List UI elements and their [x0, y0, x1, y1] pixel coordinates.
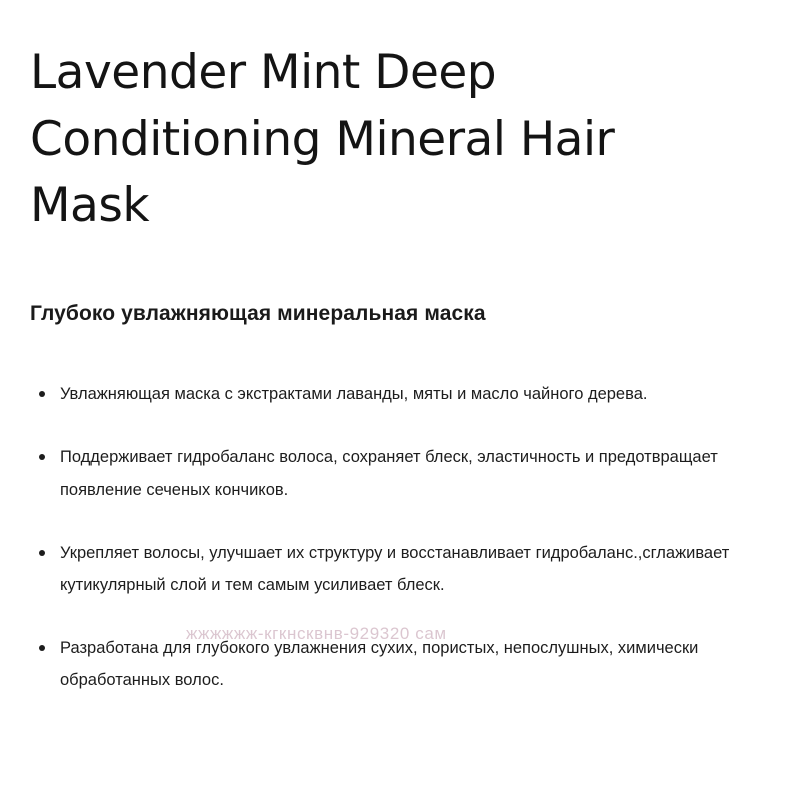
- benefits-list: [30, 378, 768, 696]
- page-title: Lavender Mint Deep Conditioning Mineral Hair Mask: [30, 45, 615, 234]
- list-item: Разработана для глубокого увлажнения сухих, пористых, непослушных, химически обработанных волос.: [30, 632, 768, 696]
- list-item: Укрепляет волосы, улучшает их структуру и восстанавливает гидробаланс.,сглаживает кутикулярный слой и тем самым усиливает блеск.: [30, 537, 768, 601]
- list-item: Увлажняющая маска с экстрактами лаванды, мяты и масло чайного дерева.: [30, 378, 768, 410]
- product-subtitle: Глубоко увлажняющая минеральная маска: [30, 302, 486, 326]
- watermark-text: жжжжжж-кгкнсквнв-929320 сам: [186, 624, 447, 643]
- list-item: Поддерживает гидробаланс волоса, сохраняет блеск, эластичность и предотвращает появление сеченых кончиков.: [30, 441, 768, 505]
